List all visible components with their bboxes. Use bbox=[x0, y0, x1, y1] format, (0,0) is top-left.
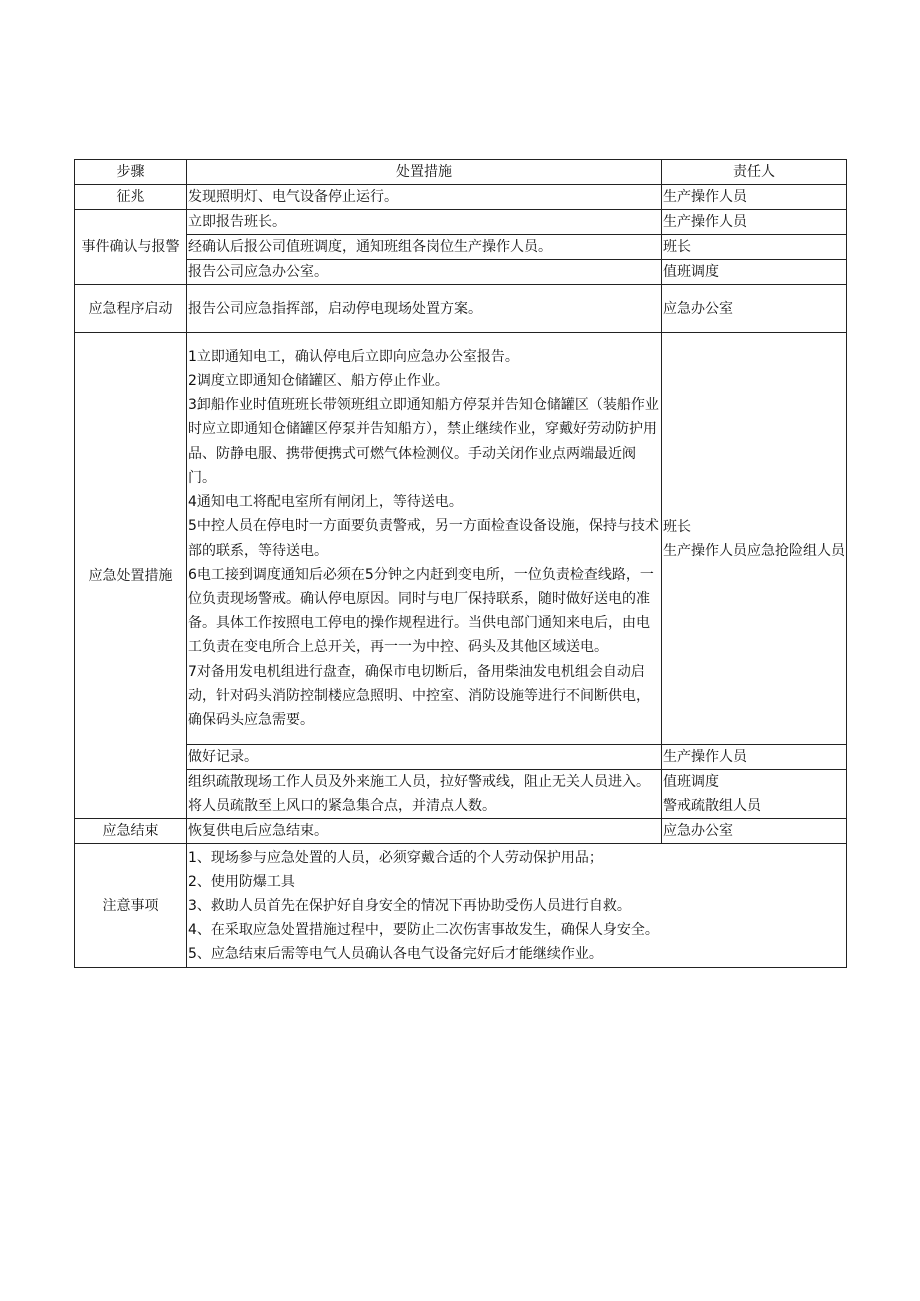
measure-item: 4通知电工将配电室所有闸闭上，等待送电。 bbox=[188, 494, 463, 511]
measure-item: 3卸船作业时值班班长带领班组立即通知船方停泵并告知仓储罐区（装船作业时应立即通知仓储罐区停泵并告知船方），禁止继续作业，穿戴好劳动防护用品、防静电服、携带便携式可燃气体检测仪。手动关闭作业点两端最近阀门。 bbox=[188, 397, 659, 486]
measure-cell: 报告公司应急指挥部，启动停电现场处置方案。 bbox=[187, 285, 662, 333]
table-row bbox=[75, 235, 847, 260]
table-row bbox=[75, 260, 847, 285]
measure-cell: 报告公司应急办公室。 bbox=[187, 260, 662, 285]
note-item: 5、应急结束后需等电气人员确认各电气设备完好后才能继续作业。 bbox=[188, 945, 603, 962]
measure-cell: 发现照明灯、电气设备停止运行。 bbox=[187, 185, 662, 210]
table-row bbox=[75, 210, 847, 235]
measure-item: 7对备用发电机组进行盘查，确保市电切断后，备用柴油发电机组会自动启动，针对码头消防控制楼应急照明、中控室、消防设施等进行不间断供电，确保码头应急需要。 bbox=[188, 663, 650, 728]
table-row bbox=[75, 285, 847, 333]
step-cell: 应急结束 bbox=[75, 819, 187, 844]
person-item: 班长 bbox=[663, 518, 691, 535]
note-item: 1、现场参与应急处置的人员，必须穿戴合适的个人劳动保护用品； bbox=[188, 849, 603, 866]
person-item: 警戒疏散组人员 bbox=[663, 798, 761, 814]
note-item: 3、救助人员首先在保护好自身安全的情况下再协助受伤人员进行自救。 bbox=[188, 897, 631, 914]
table-row bbox=[75, 844, 847, 968]
person-cell: 生产操作人员 bbox=[662, 745, 847, 770]
header-step: 步骤 bbox=[75, 160, 187, 185]
measure-item: 2调度立即通知仓储罐区、船方停止作业。 bbox=[188, 373, 449, 390]
emergency-procedure-table bbox=[74, 159, 847, 968]
step-cell: 应急程序启动 bbox=[75, 285, 187, 333]
measure-cell: 组织疏散现场工作人员及外来施工人员，拉好警戒线，阻止无关人员进入。将人员疏散至上风口的紧急集合点，并清点人数。 bbox=[187, 770, 662, 819]
measure-cell: 经确认后报公司值班调度，通知班组各岗位生产操作人员。 bbox=[187, 235, 662, 260]
header-person: 责任人 bbox=[662, 160, 847, 185]
table-row bbox=[75, 185, 847, 210]
person-cell: 生产操作人员 bbox=[662, 185, 847, 210]
table-header-row bbox=[75, 160, 847, 185]
measure-cell: 恢复供电后应急结束。 bbox=[187, 819, 662, 844]
table-row bbox=[75, 333, 847, 745]
step-cell: 事件确认与报警 bbox=[75, 210, 187, 285]
measure-cell: 做好记录。 bbox=[187, 745, 662, 770]
table-row bbox=[75, 745, 847, 770]
step-cell: 征兆 bbox=[75, 185, 187, 210]
measure-cell: 立即报告班长。 bbox=[187, 210, 662, 235]
person-cell: 生产操作人员 bbox=[662, 210, 847, 235]
notes-cell bbox=[187, 844, 847, 968]
table-row bbox=[75, 819, 847, 844]
note-item: 2、使用防爆工具 bbox=[188, 873, 295, 890]
person-cell bbox=[662, 333, 847, 745]
person-cell: 应急办公室 bbox=[662, 285, 847, 333]
person-cell bbox=[662, 770, 847, 819]
step-cell: 应急处置措施 bbox=[75, 333, 187, 819]
table-row bbox=[75, 770, 847, 819]
measure-cell bbox=[187, 333, 662, 745]
person-item: 值班调度 bbox=[663, 774, 719, 790]
measure-item: 6电工接到调度通知后必须在5分钟之内赶到变电所，一位负责检查线路，一位负责现场警戒。确认停电原因。同时与电厂保持联系，随时做好送电的准备。具体工作按照电工停电的操作规程进行。当供电部门通知来电后，由电工负责在变电所合上总开关，再一一为中控、码头及其他区域送电。 bbox=[188, 566, 654, 656]
header-measure: 处置措施 bbox=[187, 160, 662, 185]
note-item: 4、在采取应急处置措施过程中，要防止二次伤害事故发生，确保人身安全。 bbox=[188, 921, 659, 938]
step-cell: 注意事项 bbox=[75, 844, 187, 968]
person-item: 生产操作人员应急抢险组人员 bbox=[663, 542, 845, 559]
measure-item: 5中控人员在停电时一方面要负责警戒，另一方面检查设备设施，保持与技术部的联系，等待送电。 bbox=[188, 518, 659, 559]
measure-item: 1立即通知电工，确认停电后立即向应急办公室报告。 bbox=[188, 348, 519, 365]
person-cell: 值班调度 bbox=[662, 260, 847, 285]
person-cell: 班长 bbox=[662, 235, 847, 260]
person-cell: 应急办公室 bbox=[662, 819, 847, 844]
